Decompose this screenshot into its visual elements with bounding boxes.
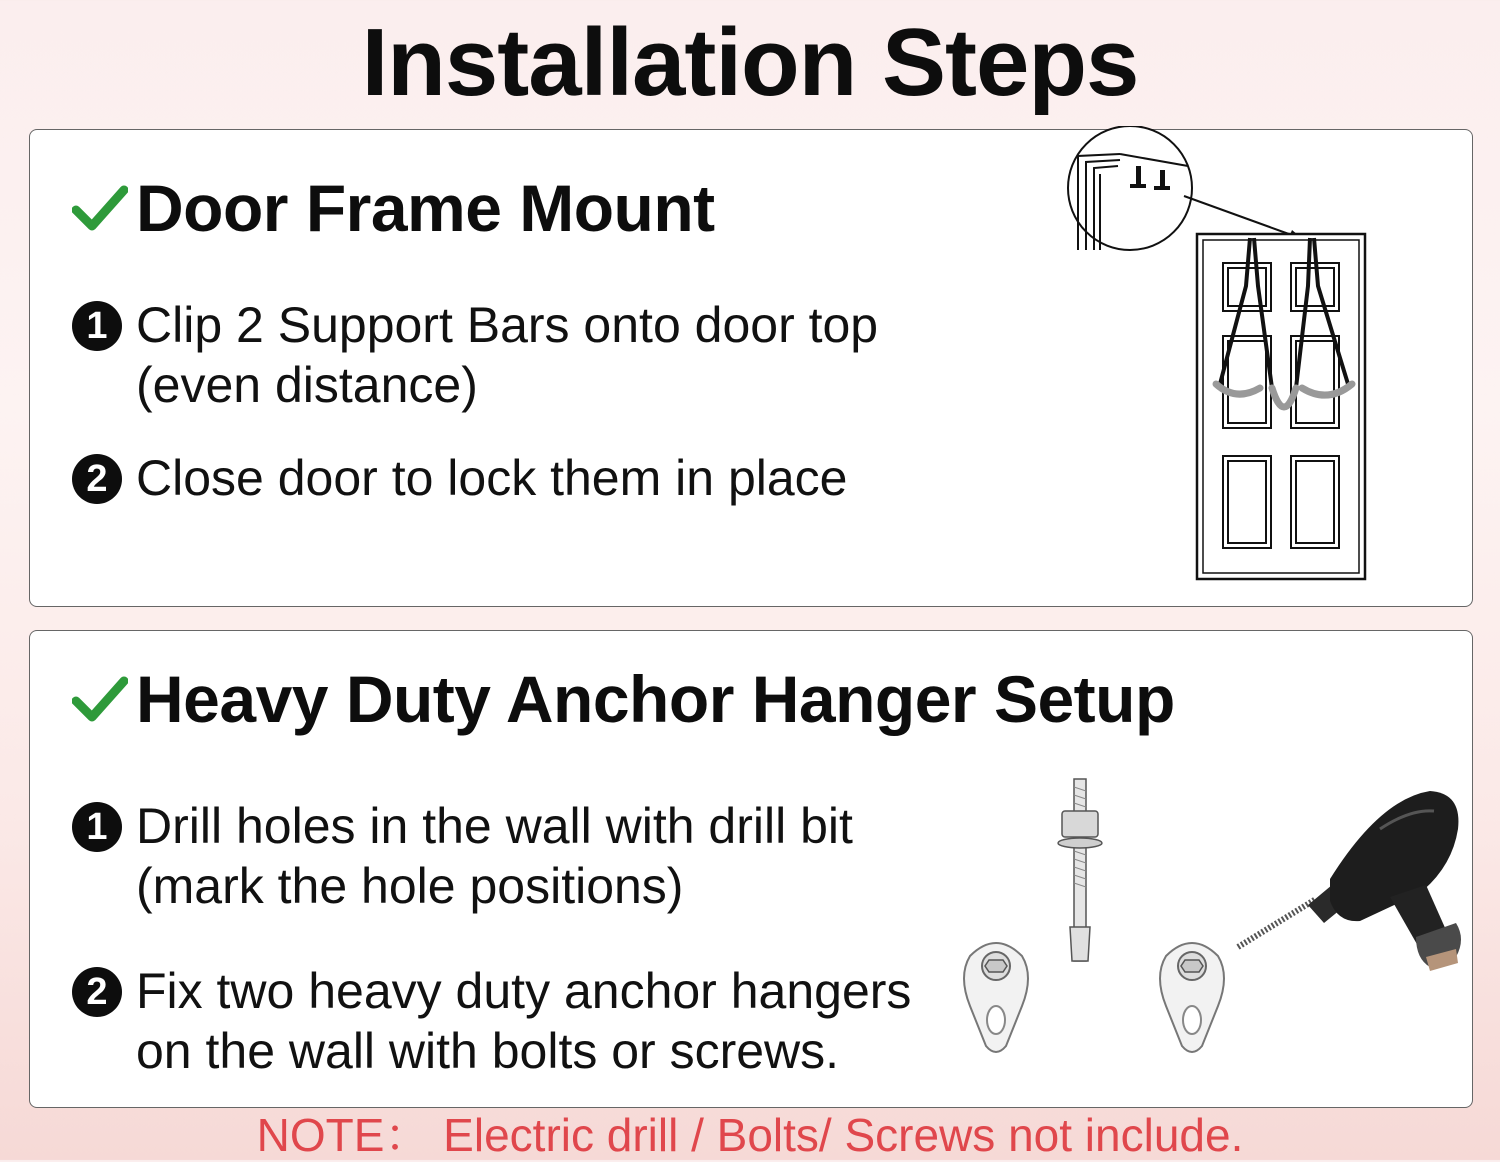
door-frame-mount-panel (29, 129, 1473, 607)
wedge-anchor-bolt-illustration (1054, 777, 1106, 967)
step-text (136, 295, 878, 415)
step-text (136, 796, 853, 916)
step-line: Drill holes in the wall with drill bit (136, 798, 853, 854)
electric-drill-illustration (1230, 789, 1470, 979)
step-line: Close door to lock them in place (136, 450, 848, 506)
check-icon (72, 180, 128, 236)
section-heading-text: Heavy Duty Anchor Hanger Setup (136, 662, 1175, 736)
step-number-badge: 2 (72, 454, 122, 504)
section-heading-text: Door Frame Mount (136, 171, 715, 245)
step-number-badge: 2 (72, 967, 122, 1017)
note-text: NOTE： Electric drill / Bolts/ Screws not include. (256, 1109, 1244, 1161)
section-heading (72, 661, 1175, 737)
step-line: (mark the hole positions) (136, 858, 684, 914)
step-item (72, 796, 853, 916)
step-item (72, 961, 911, 1081)
step-text (136, 961, 911, 1081)
step-text (136, 448, 847, 508)
step-item (72, 295, 878, 415)
anchor-hanger-illustration (956, 936, 1036, 1056)
step-item (72, 448, 847, 508)
step-number-badge: 1 (72, 802, 122, 852)
anchor-hanger-illustration (1152, 936, 1232, 1056)
check-icon (72, 671, 128, 727)
door-anchor-illustration (1060, 126, 1370, 586)
anchor-hanger-setup-panel (29, 630, 1473, 1108)
step-number-badge: 1 (72, 301, 122, 351)
page-title: Installation Steps (361, 9, 1139, 116)
step-line: (even distance) (136, 357, 478, 413)
step-line: Fix two heavy duty anchor hangers (136, 963, 912, 1019)
section-heading (72, 170, 715, 246)
step-line: on the wall with bolts or screws. (136, 1023, 840, 1079)
step-line: Clip 2 Support Bars onto door top (136, 297, 879, 353)
